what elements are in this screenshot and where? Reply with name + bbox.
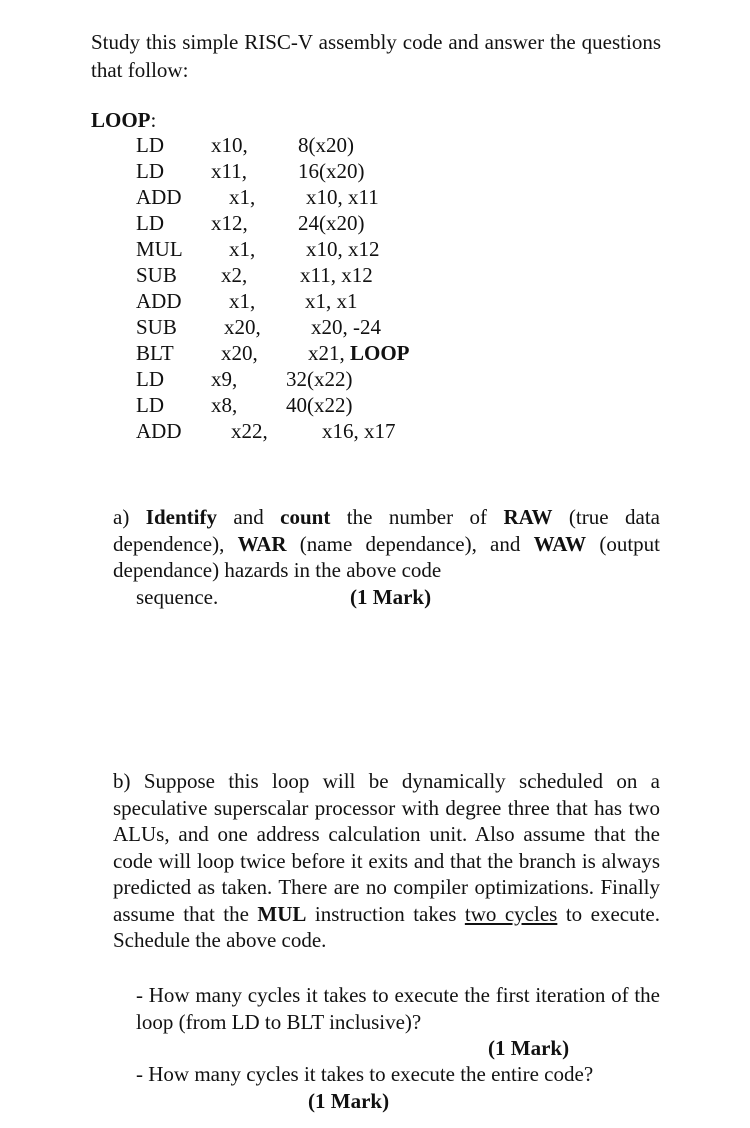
code-operands: 8(x20): [298, 133, 354, 157]
code-dest: x11,: [211, 159, 247, 183]
code-dest: x8,: [211, 393, 238, 417]
code-opcode: ADD: [136, 289, 182, 313]
question-b-sub1: - How many cycles it takes to execute the first iteration of the loop (from LD to BLT inclusive)?: [136, 983, 660, 1034]
code-operands: 16(x20): [298, 159, 365, 183]
code-opcode: LD: [136, 133, 164, 157]
code-dest: x2,: [221, 263, 248, 287]
question-b-sub2: - How many cycles it takes to execute the entire code?: [136, 1062, 594, 1086]
code-dest: x1,: [229, 289, 256, 313]
question-a-end: sequence.: [136, 585, 219, 609]
code-opcode: LD: [136, 393, 164, 417]
code-operands: x1, x1: [305, 289, 358, 313]
code-operands: 24(x20): [298, 211, 365, 235]
code-dest: x9,: [211, 367, 238, 391]
code-opcode: LD: [136, 159, 164, 183]
loop-label: LOOP:: [91, 108, 157, 132]
code-opcode: MUL: [136, 237, 183, 261]
code-opcode: SUB: [136, 315, 177, 339]
code-opcode: LD: [136, 211, 164, 235]
code-dest: x12,: [211, 211, 248, 235]
code-dest: x22,: [231, 419, 268, 443]
code-opcode: ADD: [136, 185, 182, 209]
code-operands: x21, LOOP: [308, 341, 410, 365]
question-a-mark: (1 Mark): [350, 585, 432, 609]
code-dest: x1,: [229, 237, 256, 261]
code-operands: x10, x12: [306, 237, 380, 261]
question-b-sub1-mark: (1 Mark): [488, 1036, 570, 1060]
code-operands: 40(x22): [286, 393, 353, 417]
code-opcode: LD: [136, 367, 164, 391]
code-opcode: BLT: [136, 341, 174, 365]
question-b: b) Suppose this loop will be dynamically scheduled on a speculative superscalar processor with degree three that has two ALUs, and one address calculation unit. Also assume that the code will loop twice before it exits and that the branch is always predicted as taken. There are no compiler optimizations. Finally assume that the MUL instruction takes two cycles to execute. Schedule the above code.: [113, 769, 660, 952]
code-opcode: ADD: [136, 419, 182, 443]
question-b-sub2-mark: (1 Mark): [308, 1089, 390, 1113]
loop-target: LOOP: [350, 341, 410, 365]
code-operands: x16, x17: [322, 419, 396, 443]
code-dest: x1,: [229, 185, 256, 209]
code-dest: x20,: [221, 341, 258, 365]
intro-text: Study this simple RISC-V assembly code and answer the questions that follow:: [91, 30, 661, 82]
question-a: a) Identify and count the number of RAW (true data dependence), WAR (name dependance), and WAW (output dependance) hazards in the above code: [113, 505, 661, 582]
code-operands: 32(x22): [286, 367, 353, 391]
code-dest: x10,: [211, 133, 248, 157]
code-operands: x20, -24: [311, 315, 381, 339]
code-operands: x11, x12: [300, 263, 373, 287]
code-operands: x10, x11: [306, 185, 379, 209]
code-dest: x20,: [224, 315, 261, 339]
code-opcode: SUB: [136, 263, 177, 287]
